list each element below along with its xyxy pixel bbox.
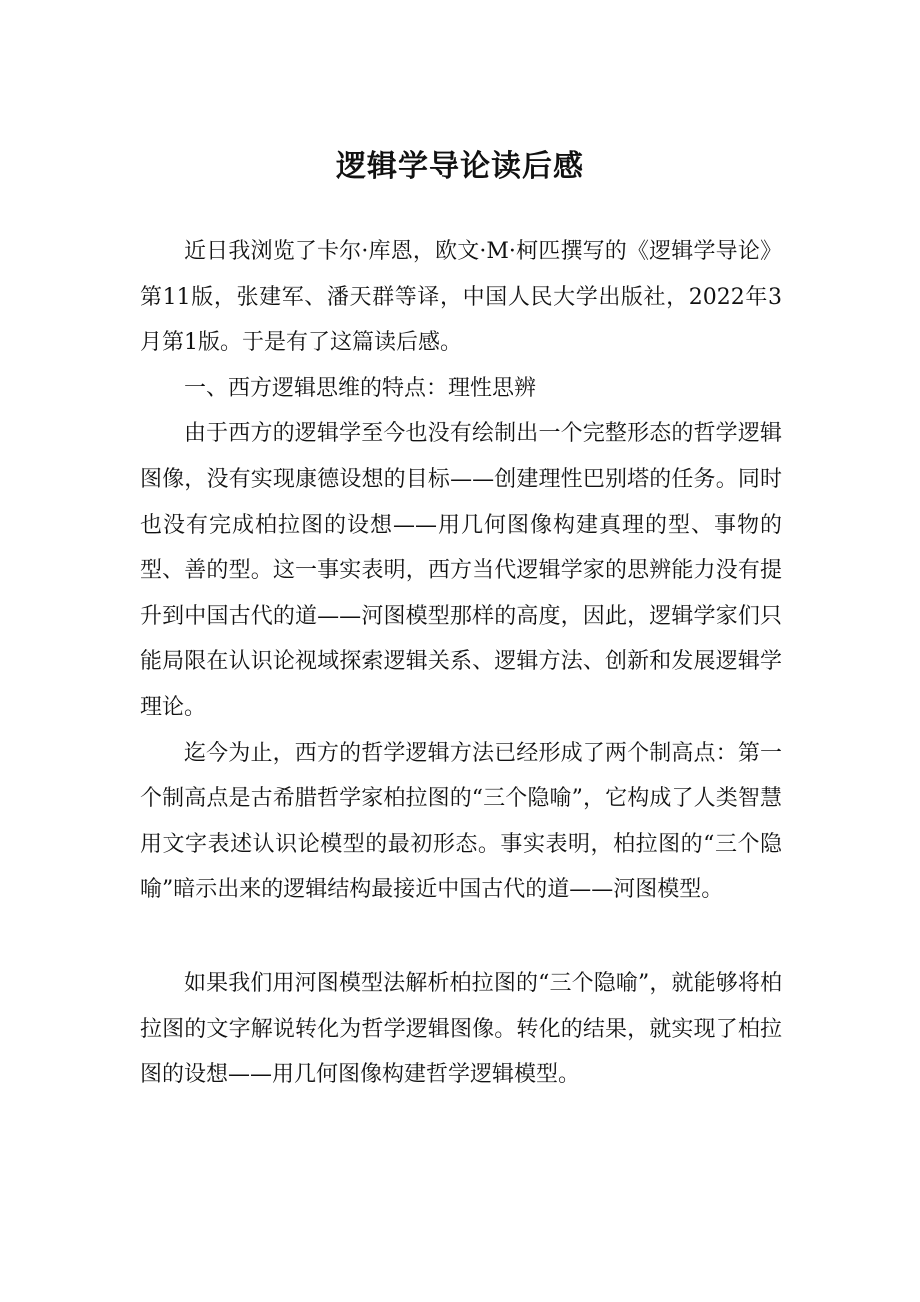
paragraph-hetu-analysis: 如果我们用河图模型法解析柏拉图的“三个隐喻”，就能够将柏拉图的文字解说转化为哲学逻辑图像。转化的结果，就实现了柏拉图的设想——用几何图像构建哲学逻辑模型。 — [140, 970, 782, 1088]
document-body — [140, 229, 782, 1098]
paragraph-western-logic: 由于西方的逻辑学至今也没有绘制出一个完整形态的哲学逻辑图像，没有实现康德设想的目标——创建理性巴别塔的任务。同时也没有完成柏拉图的设想——用几何图像构建真理的型、事物的型、善的型。这一事实表明，西方当代逻辑学家的思辨能力没有提升到中国古代的道——河图模型那样的高度，因此，逻辑学家们只能局限在认识论视域探索逻辑关系、逻辑方法、创新和发展逻辑学理论。 — [140, 421, 782, 720]
section-heading: 一、西方逻辑思维的特点：理性思辨 — [184, 375, 537, 401]
paragraph-two-peaks: 迄今为止，西方的哲学逻辑方法已经形成了两个制高点：第一个制高点是古希腊哲学家柏拉图的“三个隐喻”，它构成了人类智慧用文字表述认识论模型的最初形态。事实表明，柏拉图的“三个隐喻”暗示出来的逻辑结构最接近中国古代的道——河图模型。 — [140, 740, 782, 903]
paragraph-intro: 近日我浏览了卡尔·库恩，欧文·M·柯匹撰写的《逻辑学导论》第11版，张建军、潘天群等译，中国人民大学出版社，2022年3月第1版。于是有了这篇读后感。 — [140, 239, 782, 356]
document-title: 逻辑学导论读后感 — [336, 149, 584, 184]
